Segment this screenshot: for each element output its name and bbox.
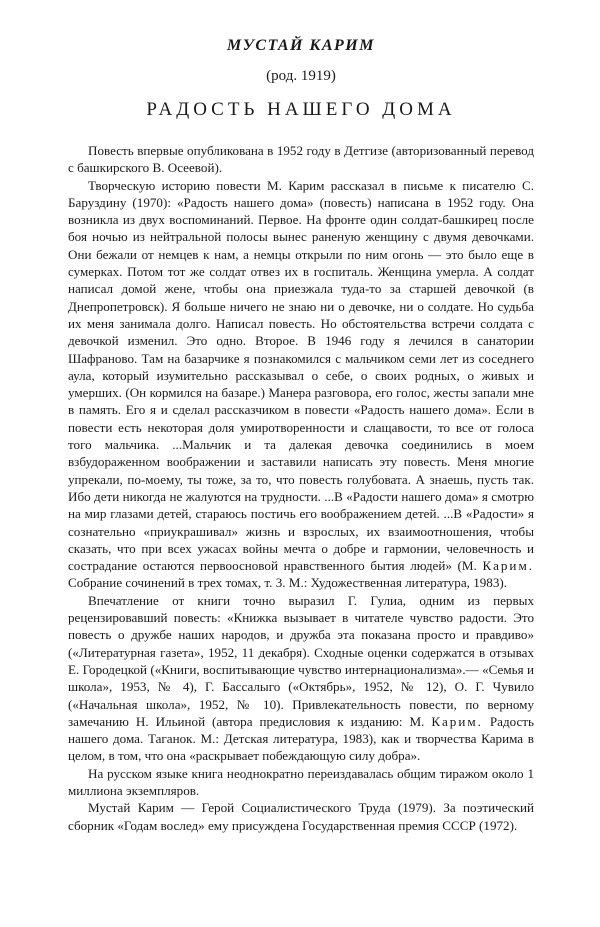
- commentary-body: [68, 142, 534, 834]
- citation-text: Собрание сочинений в трех томах, т. 3. М.: Художественная литература, 1983).: [68, 575, 508, 591]
- letter-quote-text: Творческую историю повести М. Карим рассказал в письме к писателю С. Баруздину (1970): «Радость нашего дома» (повесть) написана в 1952 году. Она возникла из двух воспоминаний. Первое. На фронте один солдат-башкирец после боя ночью из нейтральной полосы вынес раненую женщину с двумя девочками. Они бежали от немцев к нам, а немцы открыли по ним огонь — это было еще в сумерках. Потом тот же солдат отвез их в госпиталь. Женщина умерла. А солдат написал домой жене, чтобы она приезжала туда-то за старшей девочкой (в Днепропетровск). Я больше ничего не знаю ни о девочке, ни о солдате. Но судьба их меня занимала долго. Написал повесть. Но обстоятельства встречи солдата с девочкой изменил. Это одно. Второе. В 1946 году я лечился в санатории Шафраново. Там на базарчике я познакомился с мальчиком семи лет из соседнего аула, который изумительно рассказывал о себе, о своих родных, о живых и умерших. (Он кормился на базаре.) Манера разговора, его голос, жесты запали мне в память. Его я и сделал рассказчиком в повести «Радость нашего дома». Если в повести есть некоторая доля умиротворенности и слащавости, то все от голоса того мальчика. ...Мальчик и та далекая девочка соединились в моем взбудораженном воображении и заставили написать эту повесть. Меня многие упрекали, по-моему, ты тоже, за то, что повесть голубовата. А знаешь, пусть так. Ибо дети никогда не жалуются на трудности. ...В «Радости нашего дома» я смотрю на мир глазами детей, стараюсь постичь его воображением детей. ...В «Радости» я сознательно «приукрашивал» жизнь и взрослых, их взаимоотношения, чтобы сказать, что при всех ужасах войны мечта о добре и гармонии, человечность и сострадание остаются первоосновой нравственного бытия людей» (М.: [68, 177, 534, 574]
- author-name: МУСТАЙ КАРИМ: [227, 37, 375, 54]
- paragraph-awards: Мустай Карим — Герой Социалистического Труда (1979). За поэтический сборник «Годам вослед» ему присуждена Государственная премия СССР (1972).: [68, 800, 534, 833]
- author-years: (род. 1919): [266, 68, 336, 84]
- reviews-tail: Радость нашего дома. Таганок. М.: Детская литература, 1983), как и творчества Карима в целом, в том, что она «раскрывает побеждающую силу добра».: [68, 713, 534, 764]
- reviews-text: Впечатление от книги точно выразил Г. Гулиа, одним из первых рецензировавший повесть: «Книжка вызывает в читателе чувство радости. Это повесть о дружбе наших народов, и дружба эта показана просто и правдиво» («Литературная газета», 1952, 11 декабря). Сходные оценки содержатся в отзывах Е. Городецкой («Книги, воспитывающие чувство интернационализма».— «Семья и школа», 1953, № 4), Г. Бассалыго («Октябрь», 1952, № 12), О. Г. Чувило («Начальная школа», 1952, № 10). Привлекательность повести, по верному замечанию Н. Ильиной (автора предисловия к изданию: М.: [68, 592, 534, 729]
- paragraph-reviews: [68, 592, 534, 765]
- paragraph-circulation: На русском языке книга неоднократно переиздавалась общим тиражом около 1 миллиона экземпляров.: [68, 765, 534, 798]
- paragraph-publication: Повесть впервые опубликована в 1952 году в Детгизе (авторизованный перевод с башкирского В. Осеевой).: [68, 143, 534, 176]
- paragraph-creative-history: [68, 177, 534, 592]
- author-name-spaced: Карим.: [431, 713, 483, 729]
- chapter-title: РАДОСТЬ НАШЕГО ДОМА: [146, 99, 456, 120]
- author-name-spaced: Карим.: [482, 558, 535, 574]
